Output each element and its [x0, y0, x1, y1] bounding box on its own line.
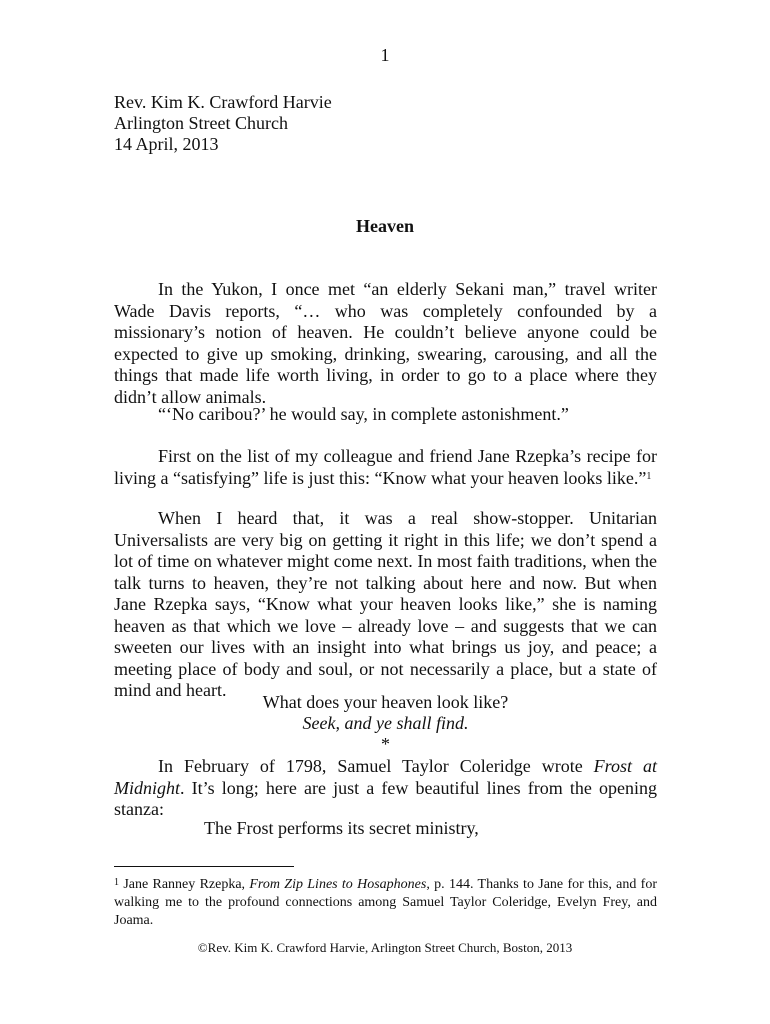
page-number: 1: [380, 45, 390, 65]
footnote-reference: 1: [646, 470, 652, 482]
poem-line: The Frost performs its secret ministry,: [204, 818, 479, 838]
question-line: What does your heaven look like?: [262, 692, 509, 712]
seek-line: Seek, and ye shall find.: [302, 713, 469, 733]
footnote: $^1$ Jane Ranney Rzepka, From Zip Lines to Hosaphones, p. 144. Thanks to Jane for this, and for walking me to the profound connections among Samuel Taylor Coleridge, Evelyn Frey, and Joama.: [114, 877, 657, 928]
page-footer: ©Rev. Kim K. Crawford Harvie, Arlington Street Church, Boston, 2013: [197, 940, 573, 955]
sermon-title: Heaven: [356, 216, 414, 236]
paragraph-4: When I heard that, it was a real show-stopper. Unitarian Universalists are very big on getting it right in this life; we don’t spend a lot of time on whatever might come next. In most faith traditions, when the talk turns to heaven, they’re not talking about here and now. But when Jane Rzepka says, “Know what your heaven looks like,” she is naming heaven as that which we love – already love – and suggests that we can sweeten our lives with an insight into what brings us joy, and peace; a meeting place of body and soul, or not necessarily a place, but a state of mind and heart.: [114, 508, 657, 700]
paragraph-3: [114, 446, 657, 489]
question-block: [114, 692, 657, 755]
footnote-book-title: From Zip Lines to Hosaphones: [249, 877, 427, 892]
sermon-header: [114, 92, 332, 155]
paragraph-2: “‘No caribou?’ he would say, in complete astonishment.”: [158, 404, 569, 424]
sermon-date: 14 April, 2013: [114, 134, 219, 154]
paragraph-3-text: First on the list of my colleague and friend Jane Rzepka’s recipe for living a “satisfying” life is just this: “Know what your heaven looks like.”: [114, 446, 657, 488]
author-name: Rev. Kim K. Crawford Harvie: [114, 92, 332, 112]
poem-title: Frost at Midnight: [114, 756, 657, 798]
church-name: Arlington Street Church: [114, 113, 288, 133]
footnote-divider: [114, 866, 294, 867]
section-asterisk: *: [381, 734, 390, 754]
paragraph-5: In February of 1798, Samuel Taylor Coleridge wrote Frost at Midnight. It’s long; here are just a few beautiful lines from the opening stanza:: [114, 756, 657, 819]
paragraph-1: In the Yukon, I once met “an elderly Sekani man,” travel writer Wade Davis reports, “… who was completely confounded by a missionary’s notion of heaven. He couldn’t believe anyone could be expected to give up smoking, drinking, swearing, carousing, and all the things that made life worth living, in order to go to a place where they didn’t allow animals.: [114, 279, 657, 407]
footnote-number: 1: [114, 877, 119, 888]
